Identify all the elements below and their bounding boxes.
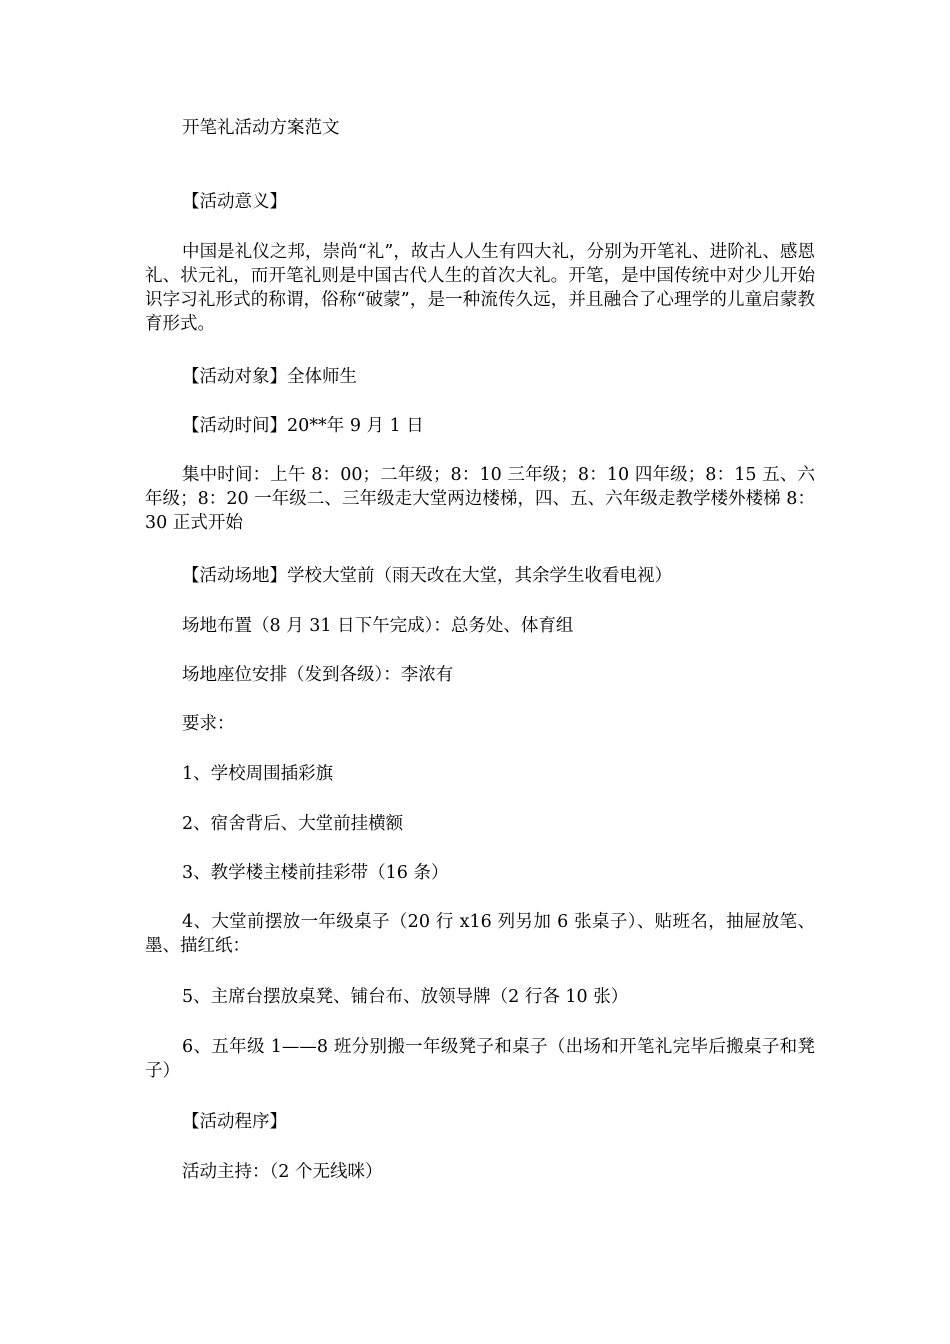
target-line: 【活动对象】全体师生 <box>182 367 357 387</box>
gather-time-paragraph: 集中时间：上午 8：00；二年级；8：10 三年级；8：10 四年级；8：15 五、六年级；8：20 一年级二、三年级走大堂两边楼梯，四、五、六年级走教学楼外楼梯 8：30 正式开始 <box>145 465 815 533</box>
setup-line: 场地布置（8 月 31 日下午完成）：总务处、体育组 <box>182 616 574 636</box>
venue-line: 【活动场地】学校大堂前（雨天改在大堂，其余学生收看电视） <box>182 566 672 586</box>
requirement-item: 3、教学楼主楼前挂彩带（16 条） <box>182 863 449 883</box>
requirement-item: 1、学校周围插彩旗 <box>182 764 334 784</box>
requirement-item: 4、大堂前摆放一年级桌子（20 行 x16 列另加 6 张桌子）、贴班名，抽屉放笔、墨、描红纸： <box>145 912 815 956</box>
section-heading-meaning: 【活动意义】 <box>182 192 287 212</box>
time-line: 【活动时间】20**年 9 月 1 日 <box>182 416 424 436</box>
requirement-item: 2、宿舍背后、大堂前挂横额 <box>182 814 404 834</box>
document-title: 开笔礼活动方案范文 <box>182 118 340 138</box>
requirement-item: 6、五年级 1——8 班分别搬一年级凳子和桌子（出场和开笔礼完毕后搬桌子和凳子） <box>145 1037 815 1081</box>
requirement-item: 5、主席台摆放桌凳、铺台布、放领导牌（2 行各 10 张） <box>182 987 629 1007</box>
seating-line: 场地座位安排（发到各级）：李浓有 <box>182 665 454 685</box>
meaning-paragraph: 中国是礼仪之邦，崇尚“礼”，故古人人生有四大礼，分别为开笔礼、进阶礼、感恩礼、状元礼，而开笔礼则是中国古代人生的首次大礼。开笔，是中国传统中对少儿开始识字习礼形式的称谓，俗称“破蒙”，是一种流传久远，并且融合了心理学的儿童启蒙教育形式。 <box>145 242 815 334</box>
requirements-label: 要求： <box>182 714 235 734</box>
section-heading-program: 【活动程序】 <box>182 1112 287 1132</box>
host-line: 活动主持：（2 个无线咪） <box>182 1162 383 1182</box>
